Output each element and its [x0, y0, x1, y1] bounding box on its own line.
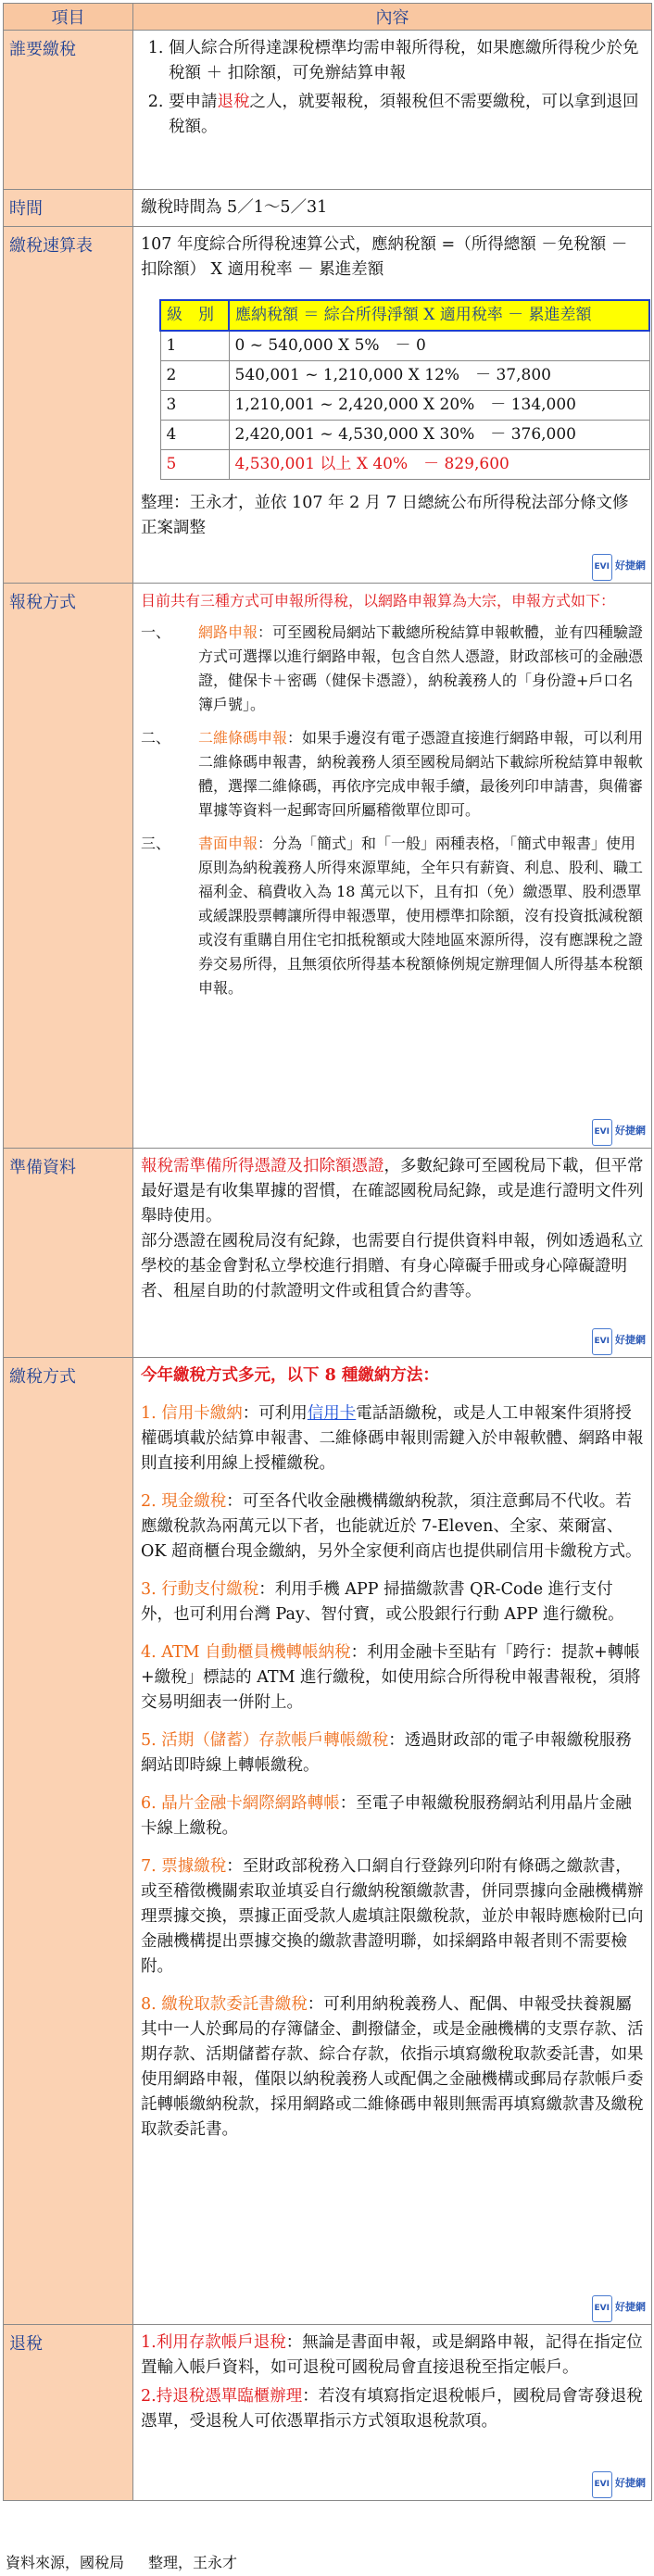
rate-head-formula: 應納稅額 ＝ 綜合所得淨額 X 適用稅率 － 累進差額	[229, 300, 649, 331]
rate-row	[160, 450, 649, 480]
watermark-text: 好捷網	[615, 2477, 646, 2489]
pay-item-title: 7. 票據繳稅	[141, 1857, 227, 1876]
who-item-2-post: 之人，就要報稅，須報稅但不需要繳稅，可以拿到退回稅額。	[169, 93, 639, 136]
pay-item	[141, 1854, 644, 1979]
pay-item-mid: ：可利用	[242, 1404, 308, 1423]
watermark-logo	[592, 1327, 646, 1355]
method-item-title: 網路申報	[198, 623, 258, 641]
refund-item-body: ：若沒有填寫指定退稅帳戶，國稅局會寄發退稅憑單，受退稅人可依憑單指示方式領取退稅款項。	[141, 2387, 643, 2431]
watermark-text: 好捷網	[615, 2301, 646, 2313]
rate-level: 1	[160, 331, 229, 361]
who-item-2-red: 退稅	[217, 93, 250, 111]
watermark-text: 好捷網	[615, 1125, 646, 1137]
header-item: 項目	[4, 4, 133, 31]
rate-table	[159, 299, 650, 480]
pay-intro: 今年繳稅方式多元，以下 8 種繳納方法：	[141, 1366, 439, 1385]
prep-red: 報稅需準備所得憑證及扣除額憑證	[141, 1157, 384, 1175]
refund-item-body: ：無論是書面申報，或是網路申報，記得在指定位置輸入帳戶資料，如可退稅可國稅局會直接退稅至指定帳戶。	[141, 2333, 643, 2377]
footer	[6, 2551, 261, 2572]
prep-p2: 部分憑證在國稅局沒有紀錄，也需要自行提供資料申報，例如透過私立學校的基金會對私立學校進行捐贈、有身心障礙手冊或身心障礙證明者、租屋自助的付款證明文件或租賃合約書等。	[141, 1232, 644, 1301]
pay-item-body: ：可利用納稅義務人、配偶、申報受扶養親屬其中一人於郵局的存簿儲金、劃撥儲金，或是金融機構的支票存款、活期存款、活期儲蓄存款、綜合存款，依指示填寫繳稅取款委託書，如果使用網路申報，僅限以納稅義務人或配偶之金融機構或郵局存款帳戶委託轉帳繳納稅款，採用網路或二維條碼申報則無需再填寫繳款書及繳稅取款委託書。	[141, 1995, 644, 2139]
watermark-text: 好捷網	[615, 559, 646, 572]
method-item	[141, 621, 644, 717]
pay-item	[141, 1992, 644, 2142]
rate-level: 5	[160, 450, 229, 480]
label-prep: 準備資料	[4, 1149, 133, 1358]
row-time	[4, 190, 652, 227]
rate-table-head	[160, 300, 649, 331]
content-who	[133, 31, 652, 190]
pay-item-body: ：可至各代收金融機構繳納稅款，須注意郵局不代收。若應繳稅款為兩萬元以下者，也能就近於 7-Eleven、全家、萊爾富、 OK 超商櫃台現金繳納，另外全家便利商店也提供刷信用卡繳稅方式。	[141, 1492, 642, 1561]
label-method: 報稅方式	[4, 584, 133, 1149]
prep-p1	[141, 1154, 644, 1229]
watermark-badge: EVI	[592, 554, 612, 581]
method-item-text	[198, 726, 644, 823]
method-item-number: 二、	[141, 729, 171, 747]
content-refund	[133, 2325, 652, 2501]
pay-item-body: ：利用手機 APP 掃描繳款書 QR-Code 進行支付外，也可利用台灣 Pay、智付寶，或公股銀行行動 APP 進行繳稅。	[141, 1580, 624, 1624]
pay-item-title: 6. 晶片金融卡網際網路轉帳	[141, 1794, 340, 1813]
method-item-number: 三、	[141, 835, 171, 852]
pay-item	[141, 1640, 644, 1715]
pay-item	[141, 1577, 644, 1627]
pay-item-body: ：至財政部稅務入口網自行登錄列印附有條碼之繳款書，或至稽徵機關索取並填妥自行繳納稅額繳款書，併同票據向金融機構辦理票據交換，票據正面受款人處填註限繳稅款，並於申報時應檢附已向金融機構提出票據交換的繳款書證明聯，如採網路申報者則不需要檢附。	[141, 1857, 644, 1976]
method-item-body: ：分為「簡式」和「一般」兩種表格，「簡式申報書」使用原則為納稅義務人所得來源單純，全年只有薪資、利息、股利、職工福利金、稿費收入為 18 萬元以下，且有扣（免）繳憑單、股利憑單或緩課股票轉讓所得申報憑單，使用標準扣除額，沒有投資抵減稅額或沒有重購自用住宅扣抵稅額或大陸地區來源所得，沒有應課稅之證券交易所得，且無須依所得基本稅額條例規定辦理個人所得基本稅額申報。	[198, 835, 644, 997]
method-intro: 目前共有三種方式可申報所得稅，以網路申報算為大宗，申報方式如下：	[141, 592, 616, 609]
method-item-body: ：如果手邊沒有電子憑證直接進行網路申報，可以利用二維條碼申報書，納稅義務人須至國稅局網站下載綜所稅結算申報軟體，選擇二維條碼，再依序完成申報手續，最後列印申請書，與備審單據等資料一起郵寄回所屬稽徵單位即可。	[198, 729, 644, 819]
pay-item-body: 電話語繳稅，或是人工申報案件須將授權碼填載於結算申報書、二維條碼申報則需鍵入於申報軟體、網路申報則直接利用線上授權繳稅。	[141, 1404, 644, 1473]
row-method	[4, 584, 652, 1149]
label-pay: 繳稅方式	[4, 1358, 133, 2325]
method-item-text	[198, 832, 644, 1000]
content-prep	[133, 1149, 652, 1358]
who-item-1: 1. 個人綜合所得達課稅標準均需申報所得稅，如果應繳所得稅少於免稅額 ＋ 扣除額，可免辦結算申報	[169, 36, 644, 86]
formula-intro: 107 年度綜合所得稅速算公式，應納稅額 =（所得總額 －免稅額 － 扣除額） X 適用稅率 － 累進差額	[141, 235, 628, 279]
pay-item-body: ：透過財政部的電子申報繳稅服務網站即時線上轉帳繳稅。	[141, 1731, 632, 1775]
rate-row	[160, 361, 649, 391]
credit-card-link[interactable]: 信用卡	[307, 1404, 357, 1423]
pay-item-title: 5. 活期（儲蓄）存款帳戶轉帳繳稅	[141, 1731, 389, 1750]
who-item-2-pre: 要申請	[169, 93, 218, 111]
pay-item-title: 3. 行動支付繳稅	[141, 1580, 259, 1599]
watermark-logo	[592, 1118, 646, 1146]
rate-level: 2	[160, 361, 229, 391]
label-who: 誰要繳稅	[4, 31, 133, 190]
rate-formula: 2,420,001 ~ 4,530,000 X 30% － 376,000	[229, 421, 649, 450]
content-time: 繳稅時間為 5／1～5／31	[133, 190, 652, 227]
method-item-body: ：可至國稅局網站下載總所稅結算申報軟體，並有四種驗證方式可選擇以進行網路申報，包含自然人憑證，財政部核可的金融憑證，健保卡＋密碼（健保卡憑證），納稅義務人的「身份證+戶口名簿戶號」。	[198, 623, 644, 713]
method-item-title: 書面申報	[198, 835, 258, 852]
method-item-title: 二維條碼申報	[198, 729, 288, 747]
label-refund: 退稅	[4, 2325, 133, 2501]
header-content: 內容	[133, 4, 652, 31]
header-row	[4, 4, 652, 31]
content-pay	[133, 1358, 652, 2325]
footer-source: 資料來源，國稅局	[6, 2556, 125, 2571]
pay-item	[141, 1791, 644, 1841]
row-who	[4, 31, 652, 190]
content-formula	[133, 227, 652, 584]
watermark-badge: EVI	[592, 1119, 612, 1146]
watermark-badge: EVI	[592, 1328, 612, 1355]
formula-note: 整理：王永才，並依 107 年 2 月 7 日總統公布所得稅法部分條文修正案調整	[141, 494, 629, 537]
rate-level: 3	[160, 391, 229, 421]
pay-item	[141, 1401, 644, 1476]
pay-item	[141, 1489, 644, 1564]
pay-item-title: 2. 現金繳稅	[141, 1492, 227, 1511]
rate-formula: 0 ~ 540,000 X 5% － 0	[229, 331, 649, 361]
prep-p1-text: ，多數紀錄可至國稅局下載，但平常最好還是有收集單據的習慣，在確認國稅局紀錄，或是進行證明文件列舉時使用。	[141, 1157, 644, 1225]
watermark-text: 好捷網	[615, 1334, 646, 1346]
rate-level: 4	[160, 421, 229, 450]
watermark-logo	[592, 553, 646, 581]
watermark-badge: EVI	[592, 2295, 612, 2322]
row-formula	[4, 227, 652, 584]
method-item-text	[198, 621, 644, 717]
watermark-badge: EVI	[592, 2471, 612, 2498]
pay-item-title: 8. 繳稅取款委託書繳稅	[141, 1995, 308, 2014]
pay-item	[141, 1728, 644, 1778]
rate-row	[160, 421, 649, 450]
refund-item-title: 1.利用存款帳戶退稅	[141, 2333, 286, 2352]
rate-row	[160, 391, 649, 421]
method-item	[141, 832, 644, 1000]
pay-item-body: ：至電子申報繳稅服務網站利用晶片金融卡線上繳稅。	[141, 1794, 632, 1838]
pay-item-body: ：利用金融卡至貼有「跨行：提款+轉帳+繳稅」標誌的 ATM 進行繳稅，如使用綜合所得稅申報書報稅，須將交易明細表一併附上。	[141, 1643, 641, 1712]
rate-row	[160, 331, 649, 361]
row-refund	[4, 2325, 652, 2501]
watermark-logo	[592, 2470, 646, 2498]
rate-formula: 540,001 ~ 1,210,000 X 12% － 37,800	[229, 361, 649, 391]
row-pay	[4, 1358, 652, 2325]
label-formula: 繳稅速算表	[4, 227, 133, 584]
row-prep	[4, 1149, 652, 1358]
rate-formula: 1,210,001 ~ 2,420,000 X 20% － 134,000	[229, 391, 649, 421]
footer-editor: 整理，王永才	[148, 2556, 238, 2571]
refund-item-title: 2.持退稅憑單臨櫃辦理	[141, 2387, 303, 2406]
watermark-logo	[592, 2294, 646, 2322]
pay-item-title: 1. 信用卡繳納	[141, 1404, 243, 1423]
rate-formula: 4,530,001 以上 X 40% － 829,600	[229, 450, 649, 480]
method-item	[141, 726, 644, 823]
who-item-2	[169, 90, 644, 140]
rate-head-level: 級 別	[160, 300, 229, 331]
method-item-number: 一、	[141, 623, 171, 641]
refund-item	[141, 2331, 644, 2381]
pay-item-title: 4. ATM 自動櫃員機轉帳納稅	[141, 1643, 351, 1662]
content-method	[133, 584, 652, 1149]
refund-item	[141, 2384, 644, 2434]
tax-table	[3, 3, 652, 2501]
label-time: 時間	[4, 190, 133, 227]
